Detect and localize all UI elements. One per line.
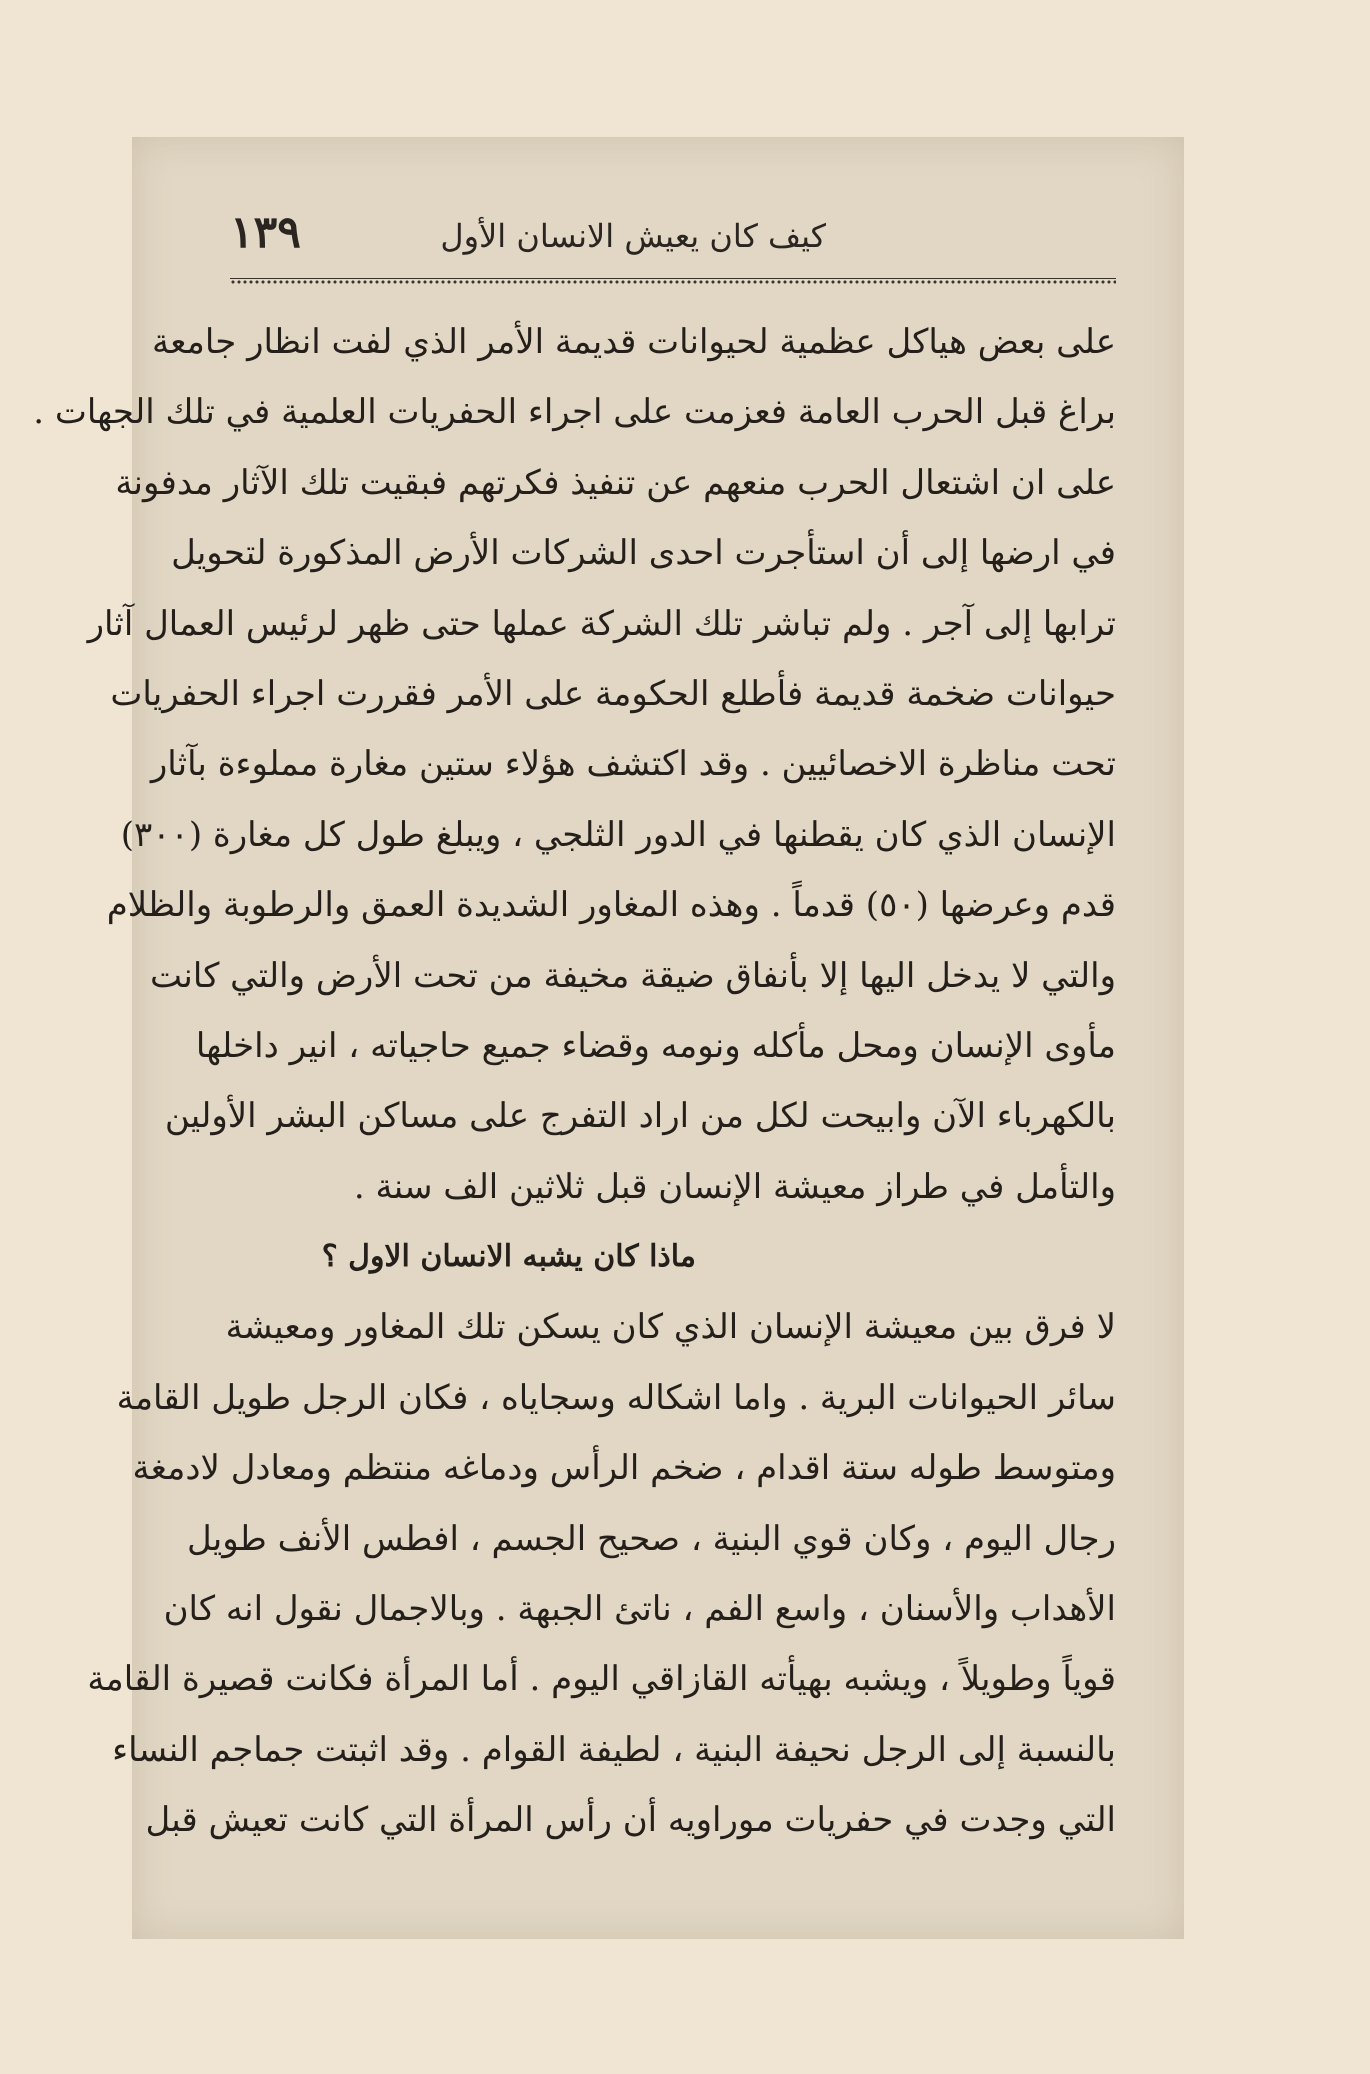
text-line: مأوى الإنسان ومحل مأكله ونومه وقضاء جميع حاجياته ، انير داخلها <box>195 1025 1116 1066</box>
text-line: الأهداب والأسنان ، واسع الفم ، ناتئ الجبهة . وبالاجمال نقول انه كان <box>163 1589 1116 1630</box>
paragraph-1 <box>33 307 1116 1222</box>
text-line: رجال اليوم ، وكان قوي البنية ، صحيح الجسم ، افطس الأنف طويل <box>187 1518 1116 1559</box>
page-body <box>33 307 1116 1856</box>
text-line: بالنسبة إلى الرجل نحيفة البنية ، لطيفة القوام . وقد اثبتت جماجم النساء <box>112 1729 1116 1770</box>
text-line: الإنسان الذي كان يقطنها في الدور الثلجي ، ويبلغ طول كل مغارة (٣٠٠) <box>120 814 1116 855</box>
text-line: براغ قبل الحرب العامة فعزمت على اجراء الحفريات العلمية في تلك الجهات . <box>33 392 1116 433</box>
paragraph-2 <box>87 1292 1116 1855</box>
running-header <box>230 207 1086 277</box>
page-number: ١٣٩ <box>230 207 301 258</box>
text-line: قدم وعرضها (٥٠) قدماً . وهذه المغاور الشديدة العمق والرطوبة والظلام <box>106 885 1116 926</box>
text-line: على ان اشتعال الحرب منعهم عن تنفيذ فكرتهم فبقيت تلك الآثار مدفونة <box>115 462 1116 503</box>
book-page <box>33 137 1184 1939</box>
text-line: قوياً وطويلاً ، ويشبه بهيأته القازاقي اليوم . أما المرأة فكانت قصيرة القامة <box>87 1659 1116 1700</box>
text-line: حيوانات ضخمة قديمة فأطلع الحكومة على الأمر فقررت اجراء الحفريات <box>110 673 1116 714</box>
text-line: بالكهرباء الآن وابيحت لكل من اراد التفرج على مساكن البشر الأولين <box>164 1096 1116 1137</box>
text-line: ومتوسط طوله ستة اقدام ، ضخم الرأس ودماغه منتظم ومعادل لادمغة <box>132 1448 1116 1489</box>
text-line: ترابها إلى آجر . ولم تباشر تلك الشركة عملها حتى ظهر لرئيس العمال آثار <box>87 603 1116 644</box>
text-line: لا فرق بين معيشة الإنسان الذي كان يسكن تلك المغاور ومعيشة <box>225 1307 1116 1348</box>
text-line: تحت مناظرة الاخصائيين . وقد اكتشف هؤلاء ستين مغارة مملوءة بآثار <box>150 744 1116 785</box>
text-line: والتي لا يدخل اليها إلا بأنفاق ضيقة مخيفة من تحت الأرض والتي كانت <box>149 955 1116 996</box>
text-line: سائر الحيوانات البرية . واما اشكاله وسجاياه ، فكان الرجل طويل القامة <box>116 1377 1116 1418</box>
text-line: على بعض هياكل عظمية لحيوانات قديمة الأمر الذي لفت انظار جامعة <box>152 322 1116 362</box>
text-line: والتأمل في طراز معيشة الإنسان قبل ثلاثين الف سنة . <box>353 1166 1116 1207</box>
running-title: كيف كان يعيش الانسان الأول <box>440 217 826 255</box>
section-subheading: ماذا كان يشبه الانسان الاول ؟ <box>321 1239 696 1275</box>
text-line: في ارضها إلى أن استأجرت احدى الشركات الأرض المذكورة لتحويل <box>171 533 1116 574</box>
header-rule <box>230 278 1116 285</box>
text-line: التي وجدت في حفريات موراويه أن رأس المرأة التي كانت تعيش قبل <box>145 1800 1116 1841</box>
